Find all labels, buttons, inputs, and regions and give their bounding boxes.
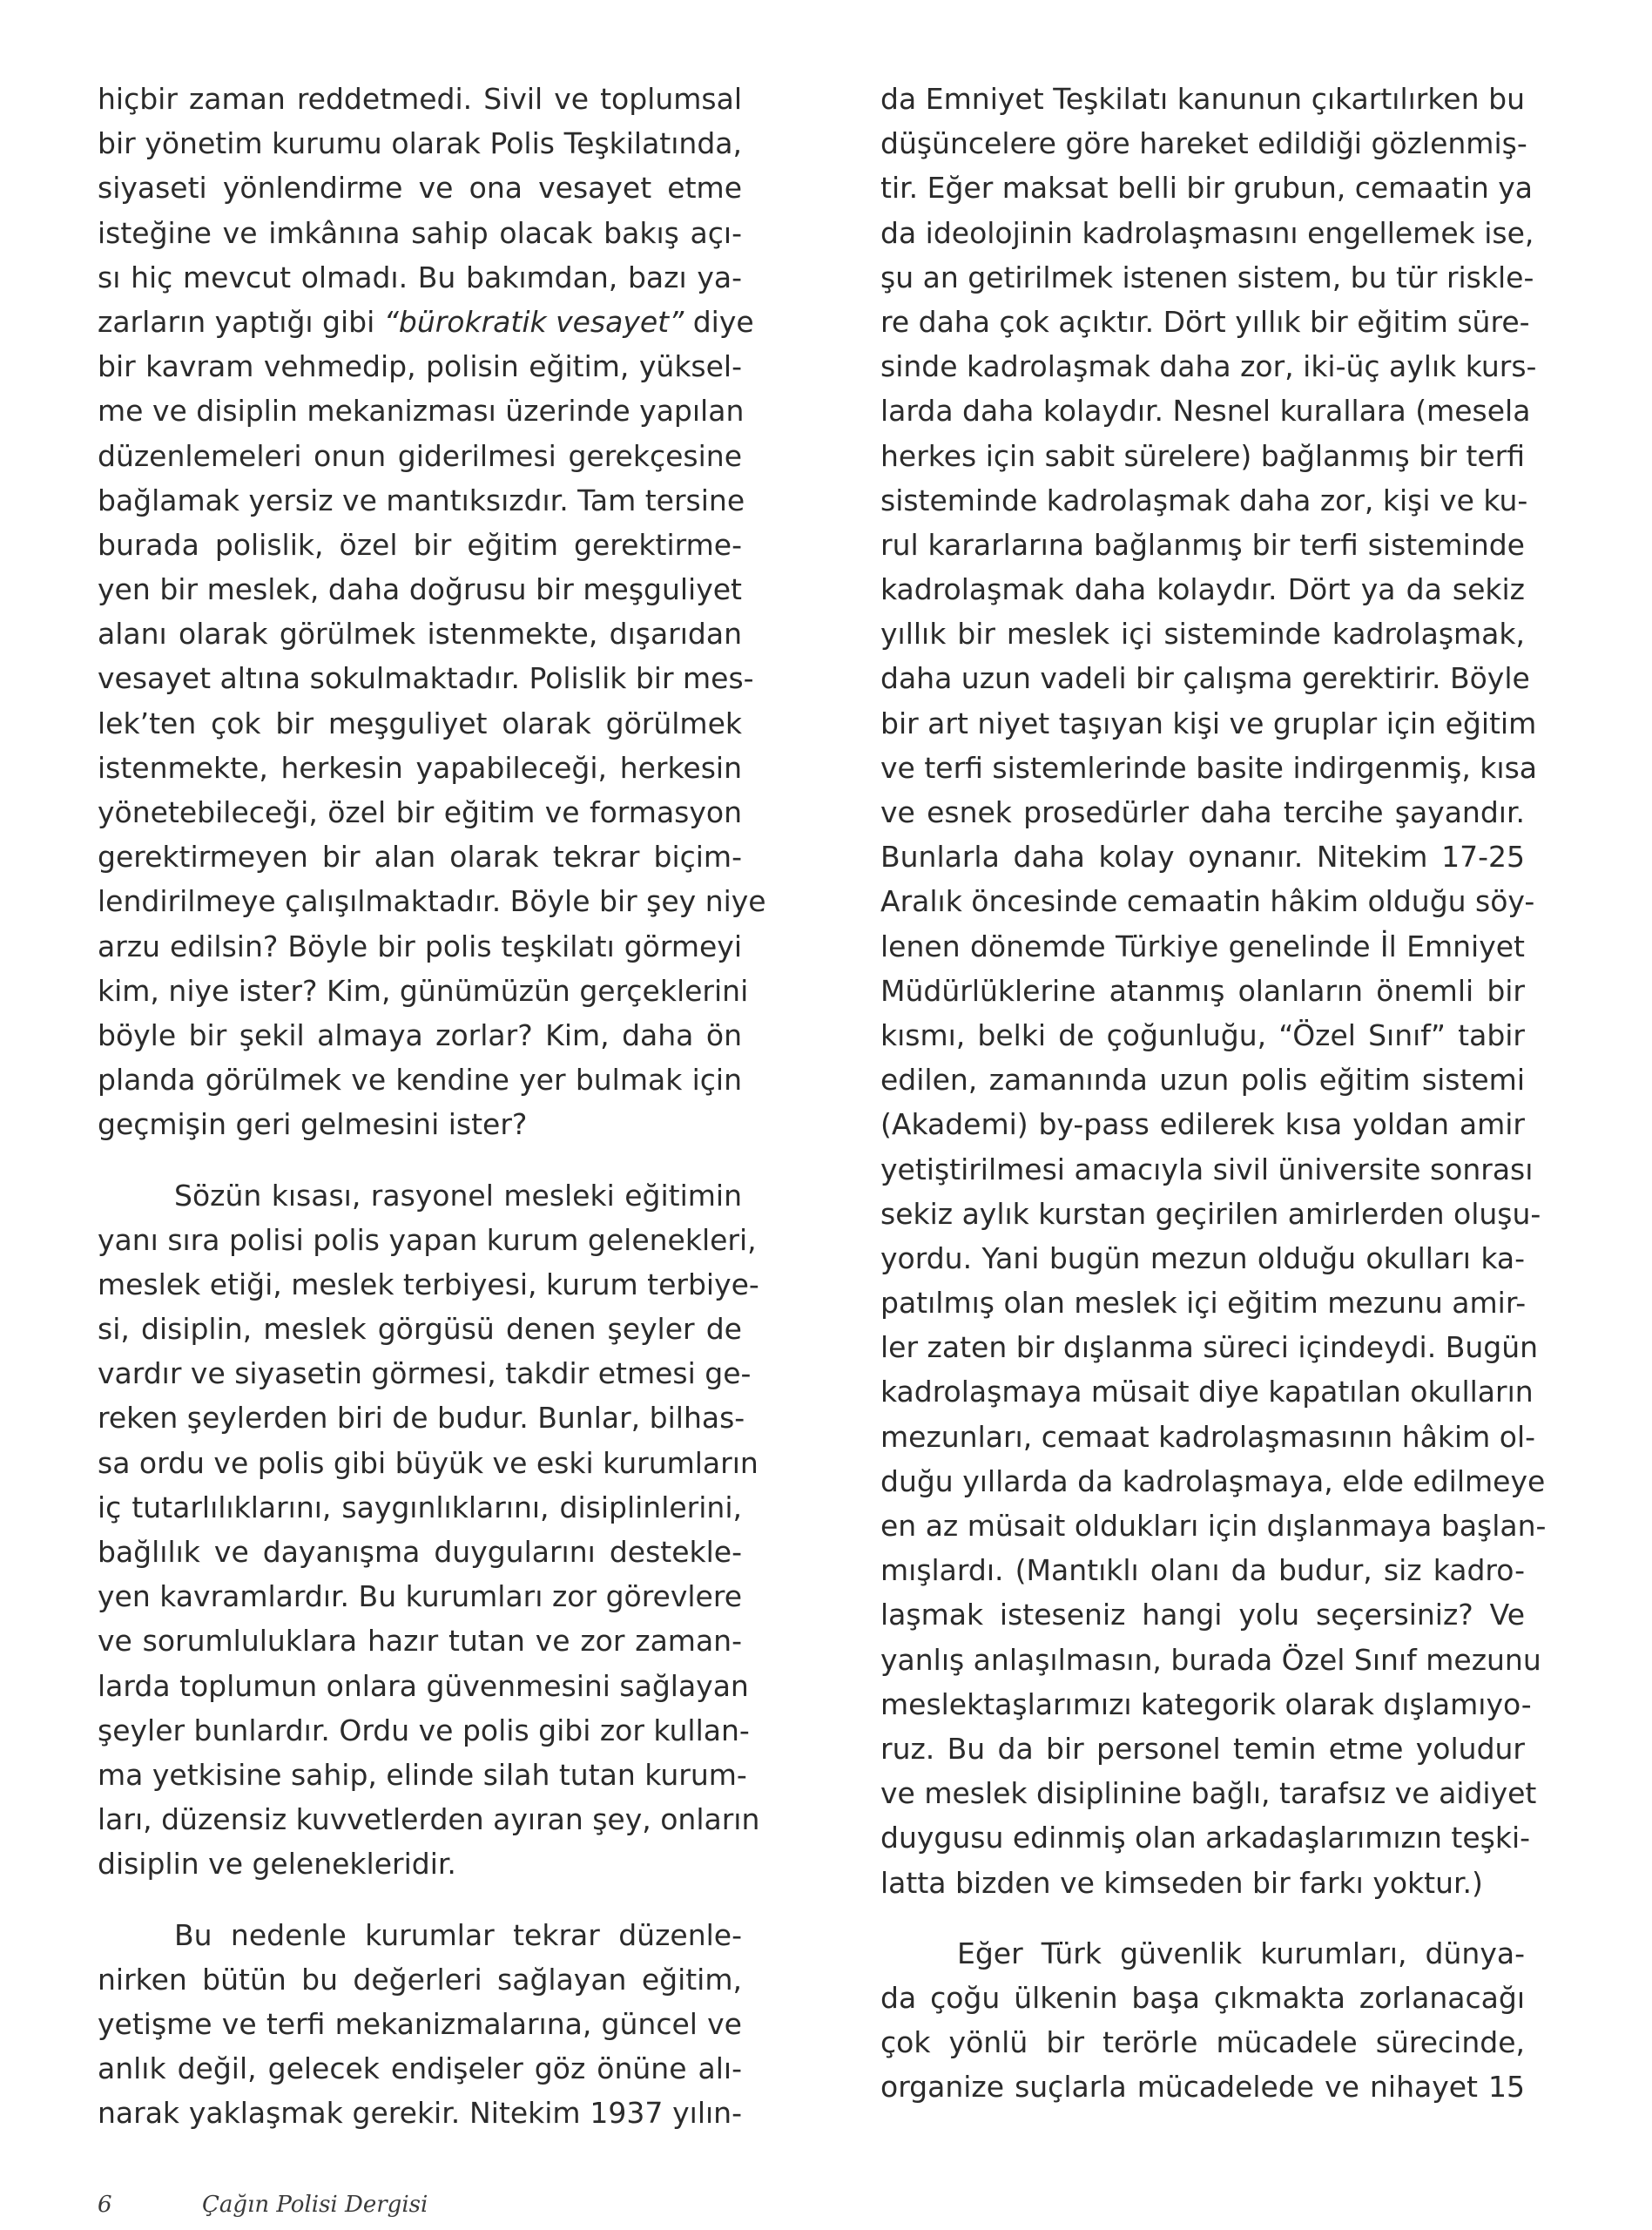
text-line: (Akademi) by-pass edilerek kısa yoldan amir <box>880 1107 1525 1142</box>
paragraph <box>880 1931 1525 2110</box>
paragraph-gap <box>98 1147 742 1173</box>
text-line: ma yetkisine sahip, elinde silah tutan kurum- <box>98 1757 747 1792</box>
text-line: burada polislik, özel bir eğitim gerektirme- <box>98 527 742 562</box>
text-line: lek’ten çok bir meşguliyet olarak görülmek <box>98 706 742 740</box>
page-number: 6 <box>98 2192 112 2218</box>
text-line: şu an getirilmek istenen sistem, bu tür riskle- <box>880 260 1534 294</box>
text-line: organize suçlarla mücadelede ve nihayet 15 <box>880 2070 1525 2105</box>
paragraph <box>98 1913 742 2136</box>
paragraph <box>98 77 766 1147</box>
text-line: laşmak isteseniz hangi yolu seçersiniz? Ve <box>880 1598 1525 1632</box>
text-line: böyle bir şekil almaya zorlar? Kim, daha ön <box>98 1017 742 1052</box>
text-line: meslektaşlarımızı kategorik olarak dışlamıyo- <box>880 1686 1532 1721</box>
text-line: yen kavramlardır. Bu kurumları zor görevlere <box>98 1579 742 1614</box>
text-line: narak yaklaşmak gerekir. Nitekim 1937 yılın- <box>98 2096 742 2131</box>
text-line: hiçbir zaman reddetmedi. Sivil ve toplumsal <box>98 82 742 116</box>
text-line: patılmış olan meslek içi eğitim mezunu amir- <box>880 1286 1527 1321</box>
text-line: düşüncelere göre hareket edildiği gözlenmiş- <box>880 126 1527 161</box>
text-line: tir. Eğer maksat belli bir grubun, cemaatin ya <box>880 171 1534 206</box>
text-line <box>98 300 754 344</box>
text-line: disiplin ve gelenekleridir. <box>98 1847 456 1882</box>
text-line: istenmekte, herkesin yapabileceği, herkesin <box>98 750 742 785</box>
text-line: kısmı, belki de çoğunluğu, “Özel Sınıf” tabir <box>880 1017 1525 1052</box>
text-line: herkes için sabit sürelere) bağlanmış bir terfi <box>880 438 1525 473</box>
text-line: yetiştirilmesi amacıyla sivil üniversite sonrası <box>880 1152 1534 1186</box>
text-line: da çoğu ülkenin başa çıkmakta zorlanacağı <box>880 1980 1525 2015</box>
text-line: çok yönlü bir terörle mücadele sürecinde, <box>880 2025 1525 2060</box>
text-line: bir kavram vehmedip, polisin eğitim, yüksel- <box>98 349 742 384</box>
text-line: bağlamak yersiz ve mantıksızdır. Tam tersine <box>98 483 745 517</box>
text-line: yen bir meslek, daha doğrusu bir meşguliyet <box>98 572 742 607</box>
text-line: larda toplumun onlara güvenmesini sağlayan <box>98 1668 749 1703</box>
text-line: Müdürlüklerine atanmış olanların önemli bir <box>880 973 1525 1008</box>
text-line: lendirilmeye çalışılmaktadır. Böyle bir şey niye <box>98 884 766 919</box>
text-line: şeyler bunlardır. Ordu ve polis gibi zor kullan- <box>98 1713 750 1747</box>
text-line: da Emniyet Teşkilatı kanunun çıkartılırken bu <box>880 82 1525 116</box>
text-line: vardır ve siyasetin görmesi, takdir etmesi ge- <box>98 1356 752 1391</box>
text-line: kadrolaşmaya müsait diye kapatılan okulların <box>880 1375 1534 1409</box>
paragraph <box>98 1173 760 1887</box>
text-line: ları, düzensiz kuvvetlerden ayıran şey, onların <box>98 1802 760 1837</box>
text-line: ve esnek prosedürler daha tercihe şayandır. <box>880 795 1525 829</box>
left-column <box>98 77 766 2135</box>
text-line: ler zaten bir dışlanma süreci içindeydi. Bugün <box>880 1330 1539 1365</box>
text-line: bir yönetim kurumu olarak Polis Teşkilatında, <box>98 126 742 161</box>
text-line: me ve disiplin mekanizması üzerinde yapılan <box>98 394 745 429</box>
text-line: yanı sıra polisi polis yapan kurum gelenekleri, <box>98 1222 757 1257</box>
text-line: ruz. Bu da bir personel temin etme yoludur <box>880 1731 1525 1766</box>
text-run: diye <box>684 304 754 339</box>
emphasis-term: “bürokratik vesayet” <box>383 304 684 339</box>
text-line: edilen, zamanında uzun polis eğitim sistemi <box>880 1063 1525 1098</box>
text-line: Eğer Türk güvenlik kurumları, dünya- <box>957 1936 1525 1970</box>
text-line: sı hiç mevcut olmadı. Bu bakımdan, bazı ya- <box>98 260 742 294</box>
text-line: alanı olarak görülmek istenmekte, dışarıdan <box>98 617 742 652</box>
text-line: yordu. Yani bugün mezun olduğu okulları ka- <box>880 1240 1525 1275</box>
text-line: iç tutarlılıklarını, saygınlıklarını, disiplinlerini, <box>98 1490 742 1524</box>
text-line: ve meslek disiplinine bağlı, tarafsız ve aidiyet <box>880 1776 1537 1811</box>
text-line: Bu nedenle kurumlar tekrar düzenle- <box>174 1917 742 1952</box>
text-line: latta bizden ve kimseden bir farkı yoktur.) <box>880 1865 1483 1900</box>
right-column <box>880 77 1547 2109</box>
text-line: en az müsait oldukları için dışlanmaya başlan- <box>880 1509 1547 1543</box>
text-line: kim, niye ister? Kim, günümüzün gerçeklerini <box>98 973 749 1008</box>
text-line: anlık değil, gelecek endişeler göz önüne alı- <box>98 2051 742 2086</box>
text-line: bağlılık ve dayanışma duygularını destekle- <box>98 1535 742 1569</box>
text-line: sekiz aylık kurstan geçirilen amirlerden oluşu- <box>880 1196 1541 1231</box>
text-line: ve terfi sistemlerinde basite indirgenmiş, kısa <box>880 750 1538 785</box>
magazine-title: Çağın Polisi Dergisi <box>202 2192 428 2218</box>
text-line: si, disiplin, meslek görgüsü denen şeyler de <box>98 1312 742 1347</box>
text-line: yıllık bir meslek içi sisteminde kadrolaşmak, <box>880 617 1525 652</box>
text-run: zarların yaptığı gibi <box>98 304 384 339</box>
text-line: rul kararlarına bağlanmış bir terfi sisteminde <box>880 527 1525 562</box>
paragraph-gap <box>98 1887 742 1913</box>
text-line: sisteminde kadrolaşmak daha zor, kişi ve ku- <box>880 483 1528 517</box>
text-line: daha uzun vadeli bir çalışma gerektirir. Böyle <box>880 661 1530 696</box>
text-line: re daha çok açıktır. Dört yıllık bir eğitim süre- <box>880 304 1530 339</box>
text-line: arzu edilsin? Böyle bir polis teşkilatı görmeyi <box>98 929 742 963</box>
text-line: reken şeylerden biri de budur. Bunlar, bilhas- <box>98 1401 745 1436</box>
text-line: meslek etiği, meslek terbiyesi, kurum terbiye- <box>98 1267 759 1301</box>
text-line: lenen dönemde Türkiye genelinde İl Emniyet <box>880 929 1525 963</box>
text-line: Aralık öncesinde cemaatin hâkim olduğu söy- <box>880 884 1535 919</box>
text-line: Bunlarla daha kolay oynanır. Nitekim 17-25 <box>880 840 1525 875</box>
text-line: mışlardı. (Mantıklı olanı da budur, siz kadro- <box>880 1553 1525 1588</box>
text-line: mezunları, cemaat kadrolaşmasının hâkim ol- <box>880 1419 1536 1454</box>
paragraph-gap <box>880 1905 1525 1931</box>
text-line: yetişme ve terfi mekanizmalarına, güncel ve <box>98 2006 742 2041</box>
text-line: bir art niyet taşıyan kişi ve gruplar için eğitim <box>880 706 1537 740</box>
text-line: sa ordu ve polis gibi büyük ve eski kurumların <box>98 1445 759 1480</box>
paragraph <box>880 77 1547 1905</box>
text-line: geçmişin geri gelmesini ister? <box>98 1107 528 1142</box>
text-line: düzenlemeleri onun giderilmesi gerekçesine <box>98 438 742 473</box>
text-line: siyaseti yönlendirme ve ona vesayet etme <box>98 171 742 206</box>
text-line: gerektirmeyen bir alan olarak tekrar biçim- <box>98 840 742 875</box>
text-line: da ideolojinin kadrolaşmasını engellemek ise, <box>880 215 1534 250</box>
text-line: nirken bütün bu değerleri sağlayan eğitim, <box>98 1962 742 1997</box>
text-line: sinde kadrolaşmak daha zor, iki-üç aylık kurs- <box>880 349 1537 384</box>
text-line: ve sorumluluklara hazır tutan ve zor zaman- <box>98 1624 742 1659</box>
text-line: isteğine ve imkânına sahip olacak bakış açı- <box>98 215 742 250</box>
text-line: yönetebileceği, özel bir eğitim ve formasyon <box>98 795 742 829</box>
text-line: vesayet altına sokulmaktadır. Polislik bir mes- <box>98 661 754 696</box>
text-line: larda daha kolaydır. Nesnel kurallara (mesela <box>880 394 1531 429</box>
text-line: duğu yıllarda da kadrolaşmaya, elde edilmeye <box>880 1463 1546 1498</box>
text-line: kadrolaşmak daha kolaydır. Dört ya da sekiz <box>880 572 1525 607</box>
text-line: duygusu edinmiş olan arkadaşlarımızın teşki- <box>880 1821 1531 1855</box>
text-line: Sözün kısası, rasyonel mesleki eğitimin <box>174 1178 742 1213</box>
text-line: yanlış anlaşılmasın, burada Özel Sınıf mezunu <box>880 1642 1541 1677</box>
text-line: planda görülmek ve kendine yer bulmak için <box>98 1063 742 1098</box>
